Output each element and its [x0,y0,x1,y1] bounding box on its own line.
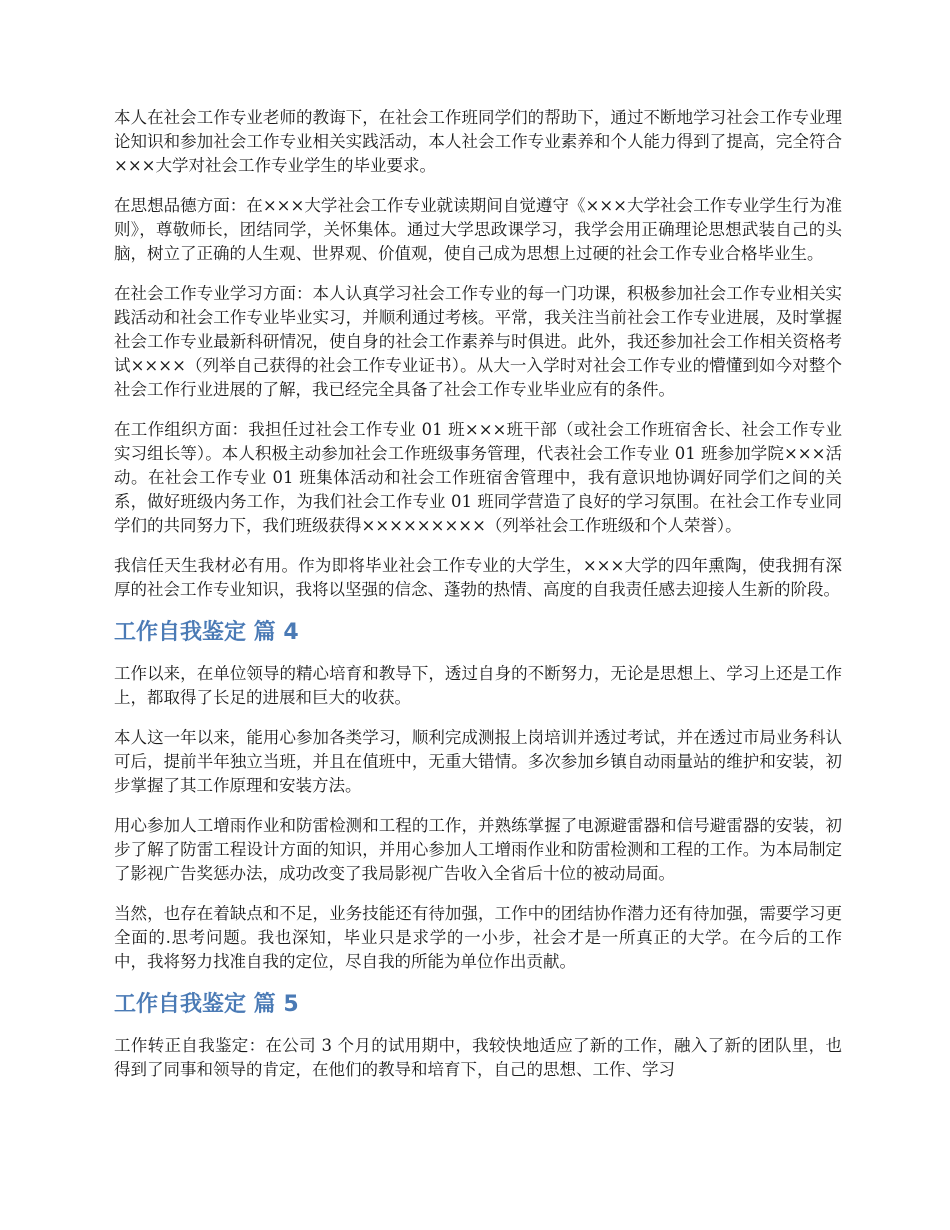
paragraph: 在社会工作专业学习方面：本人认真学习社会工作专业的每一门功课，积极参加社会工作专业相关实践活动和社会工作专业毕业实习，并顺利通过考核。平常，我关注当前社会工作专业进展，及时掌握社会工作专业最新科研情况，使自身的社会工作素养与时俱进。此外，我还参加社会工作相关资格考试××××（列举自己获得的社会工作专业证书）。从大一入学时对社会工作专业的懵懂到如今对整个社会工作行业进展的了解，我已经完全具备了社会工作专业毕业应有的条件。 [114,284,842,399]
section-heading: 工作自我鉴定 篇 5 [114,992,299,1017]
paragraph: 用心参加人工增雨作业和防雷检测和工程的工作，并熟练掌握了电源避雷器和信号避雷器的安装，初步了解了防雷工程设计方面的知识，并用心参加人工增雨作业和防雷检测和工程的工作。为本局制定了影视广告奖惩办法，成功改变了我局影视广告收入全省后十位的被动局面。 [114,816,842,883]
document-page [114,106,842,1098]
paragraph: 在工作组织方面：我担任过社会工作专业 01 班×××班干部（或社会工作班宿舍长、社会工作专业实习组长等）。本人积极主动参加社会工作班级事务管理，代表社会工作专业 01 班参加学院×××活动。在社会工作专业 01 班集体活动和社会工作班宿舍管理中，我有意识地协调好同学们之间的关系，做好班级内务工作，为我们社会工作专业 01 班同学营造了良好的学习氛围。在社会工作专业同学们的共同努力下，我们班级获得×××××××××（列举社会工作班级和个人荣誉）。 [114,420,842,535]
section-heading: 工作自我鉴定 篇 4 [114,620,299,645]
paragraph: 工作以来，在单位领导的精心培育和教导下，透过自身的不断努力，无论是思想上、学习上还是工作上，都取得了长足的进展和巨大的收获。 [114,664,842,707]
paragraph: 本人这一年以来，能用心参加各类学习，顺利完成测报上岗培训并透过考试，并在透过市局业务科认可后，提前半年独立当班，并且在值班中，无重大错情。多次参加乡镇自动雨量站的维护和安装，初步掌握了其工作原理和安装方法。 [114,728,842,795]
paragraph: 工作转正自我鉴定：在公司 3 个月的试用期中，我较快地适应了新的工作，融入了新的团队里，也得到了同事和领导的肯定，在他们的教导和培育下，自己的思想、工作、学习 [114,1036,842,1079]
paragraph: 本人在社会工作专业老师的教诲下，在社会工作班同学们的帮助下，通过不断地学习社会工作专业理论知识和参加社会工作专业相关实践活动，本人社会工作专业素养和个人能力得到了提高，完全符合×××大学对社会工作专业学生的毕业要求。 [114,108,842,175]
paragraph: 当然，也存在着缺点和不足，业务技能还有待加强，工作中的团结协作潜力还有待加强，需要学习更全面的.思考问题。我也深知，毕业只是求学的一小步，社会才是一所真正的大学。在今后的工作中，我将努力找准自我的定位，尽自我的所能为单位作出贡献。 [114,904,842,971]
paragraph: 在思想品德方面：在×××大学社会工作专业就读期间自觉遵守《×××大学社会工作专业学生行为准则》，尊敬师长，团结同学，关怀集体。通过大学思政课学习，我学会用正确理论思想武装自己的头脑，树立了正确的人生观、世界观、价值观，使自己成为思想上过硬的社会工作专业合格毕业生。 [114,196,842,263]
paragraph: 我信任天生我材必有用。作为即将毕业社会工作专业的大学生，×××大学的四年熏陶，使我拥有深厚的社会工作专业知识，我将以坚强的信念、蓬勃的热情、高度的自我责任感去迎接人生新的阶段。 [114,556,842,599]
